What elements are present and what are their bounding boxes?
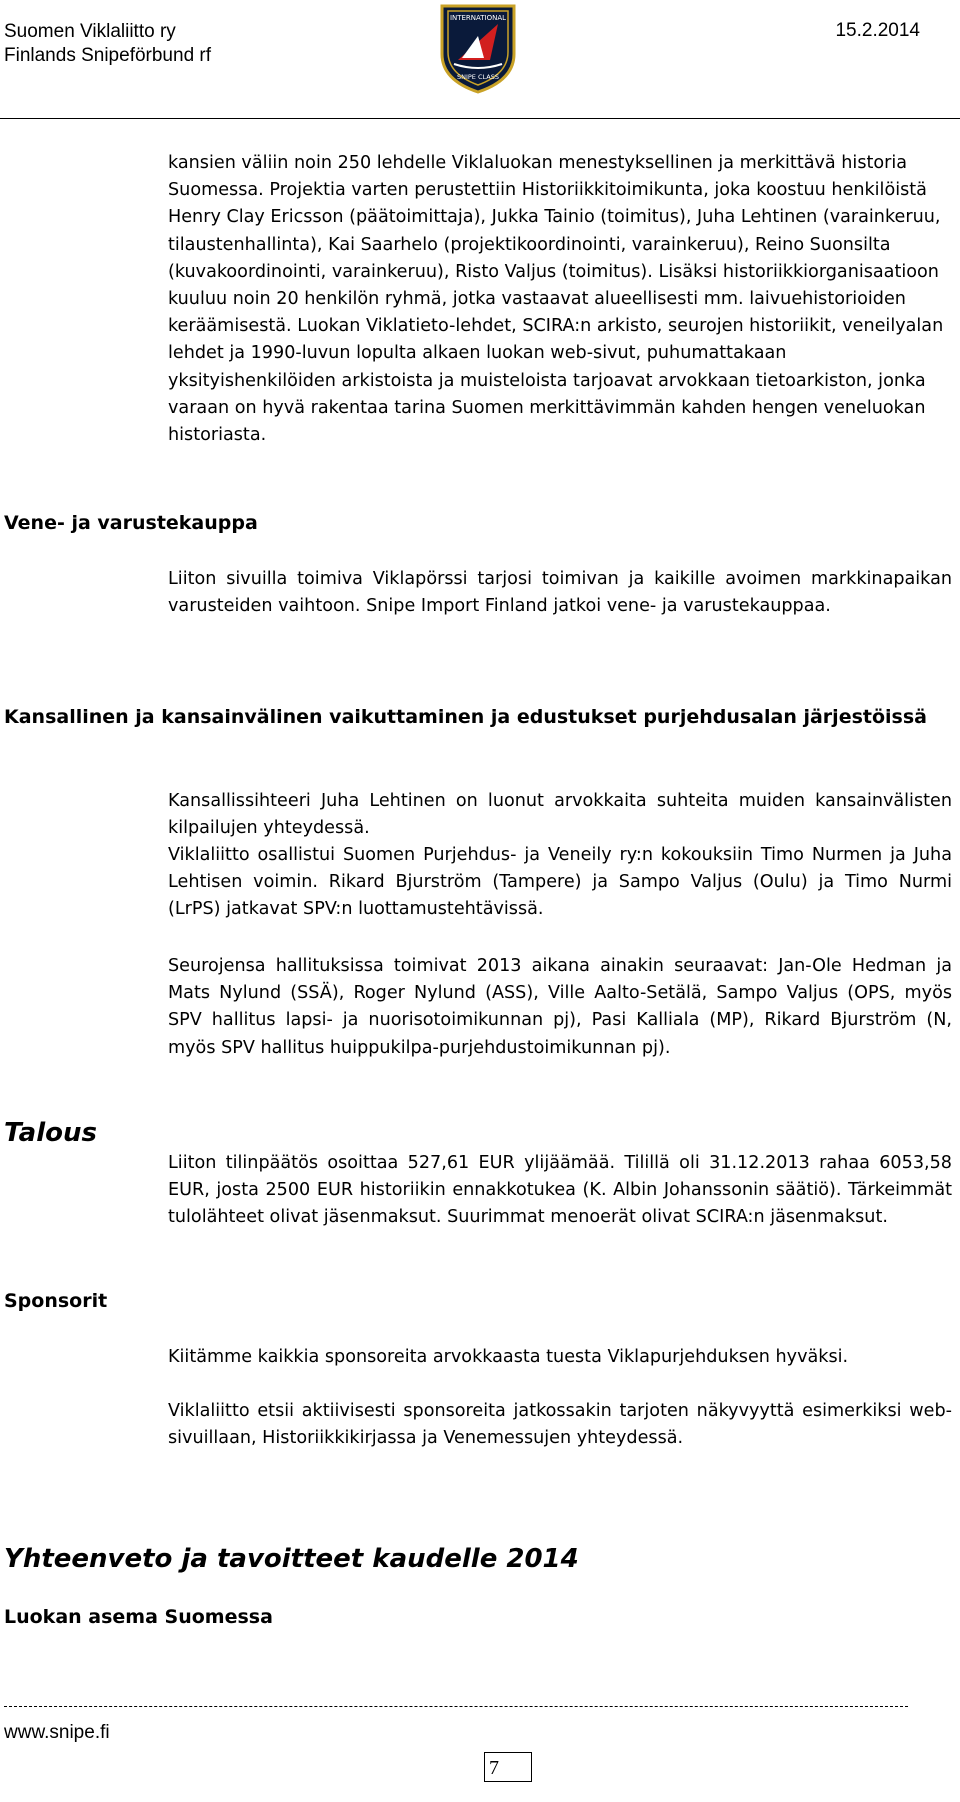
- footer-divider: [4, 1706, 908, 1707]
- section-heading-yhteenveto: Yhteenveto ja tavoitteet kaudelle 2014: [4, 1544, 579, 1574]
- logo-text: INTERNATIONAL: [449, 14, 507, 22]
- header-organization: [4, 20, 211, 68]
- org-name-sv: Finlands Snipeförbund rf: [4, 45, 212, 66]
- page-number: 7: [484, 1752, 532, 1782]
- section-heading-sponsorit: Sponsorit: [4, 1290, 108, 1312]
- kansallinen-paragraph-2: Viklaliitto osallistui Suomen Purjehdus- ja Veneily ry:n kokouksiin Timo Nurmen ja Juha Lehtisen voimin. Rikard Bjurström (Tampere) ja Sampo Valjus (Oulu) ja Timo Nurmi (LrPS) jatkavat SPV:n luottamustehtävissä.: [168, 845, 952, 920]
- subheading-luokan-asema: Luokan asema Suomessa: [4, 1606, 273, 1628]
- snipe-class-logo: [438, 2, 518, 94]
- kansallinen-paragraph-1: Kansallissihteeri Juha Lehtinen on luonut arvokkaita suhteita muiden kansainvälisten kilpailujen yhteydessä.: [168, 791, 952, 839]
- section-heading-talous: Talous: [4, 1118, 97, 1148]
- talous-paragraph: Liiton tilinpäätös osoittaa 527,61 EUR ylijäämää. Tilillä oli 31.12.2013 rahaa 6053,58 EUR, josta 2500 EUR historiikin ennakkotukea (K. Albin Johanssonin säätiö). Tärkeimmät tulolähteet olivat jäsenmaksut. Suurimmat menoerät olivat SCIRA:n jäsenmaksut.: [168, 1153, 952, 1228]
- header-divider: [0, 118, 960, 119]
- sponsorit-paragraph-2: Viklaliitto etsii aktiivisesti sponsoreita jatkossakin tarjoten näkyvyyttä esimerkiksi web-sivuillaan, Historiikkikirjassa ja Venemessujen yhteydessä.: [168, 1401, 952, 1449]
- org-name-fi: Suomen Viklaliitto ry: [4, 21, 176, 42]
- section-heading-kansallinen: Kansallinen ja kansainvälinen vaikuttaminen ja edustukset purjehdusalan järjestöissä: [4, 706, 927, 728]
- header-date: 15.2.2014: [835, 20, 920, 41]
- sponsorit-paragraph-1: Kiitämme kaikkia sponsoreita arvokkaasta tuesta Viklapurjehduksen hyväksi.: [168, 1347, 849, 1367]
- intro-paragraph: kansien väliin noin 250 lehdelle Viklaluokan menestyksellinen ja merkittävä historia Suomessa. Projektia varten perustettiin Historiikkitoimikunta, joka koostuu henkilöistä Henry Clay Ericsson (päätoimittaja), Jukka Tainio (toimitus), Juha Lehtinen (varainkeruu, tilaustenhallinta), Kai Saarhelo (projektikoordinointi, varainkeruu), Reino Suonsilta (kuvakoordinointi, varainkeruu), Risto Valjus (toimitus). Lisäksi historiikkiorganisaatioon kuuluu noin 20 henkilön ryhmä, jotka vastaavat alueellisesti mm. laivuehistorioiden keräämisestä. Luokan Viklatieto-lehdet, SCIRA:n arkisto, seurojen historiikit, veneilyalan lehdet ja 1990-luvun lopulta alkaen luokan web-sivut, puhumattakaan yksityishenkilöiden arkistoista ja muisteloista tarjoavat arvokkaan tietoarkiston, jonka varaan on hyvä rakentaa tarina Suomen merkittävimmän kahden hengen veneluokan historiasta.: [168, 153, 944, 446]
- kansallinen-paragraph-3: Seurojensa hallituksissa toimivat 2013 aikana ainakin seuraavat: Jan-Ole Hedman ja Mats Nylund (SSÄ), Roger Nylund (ASS), Ville Aalto-Setälä, Sampo Valjus (OPS, myös SPV hallitus lapsi- ja nuorisotoimikunnan pj), Pasi Kalliala (MP), Rikard Bjurström (N, myös SPV hallitus huippukilpa-purjehdustoimikunnan pj).: [168, 956, 952, 1058]
- svg-text:SNIPE CLASS: SNIPE CLASS: [456, 73, 500, 81]
- footer-url: www.snipe.fi: [4, 1722, 110, 1743]
- section-heading-vene: Vene- ja varustekauppa: [4, 512, 258, 534]
- vene-paragraph: Liiton sivuilla toimiva Viklapörssi tarjosi toimivan ja kaikille avoimen markkinapaikan varusteiden vaihtoon. Snipe Import Finland jatkoi vene- ja varustekauppaa.: [168, 569, 952, 617]
